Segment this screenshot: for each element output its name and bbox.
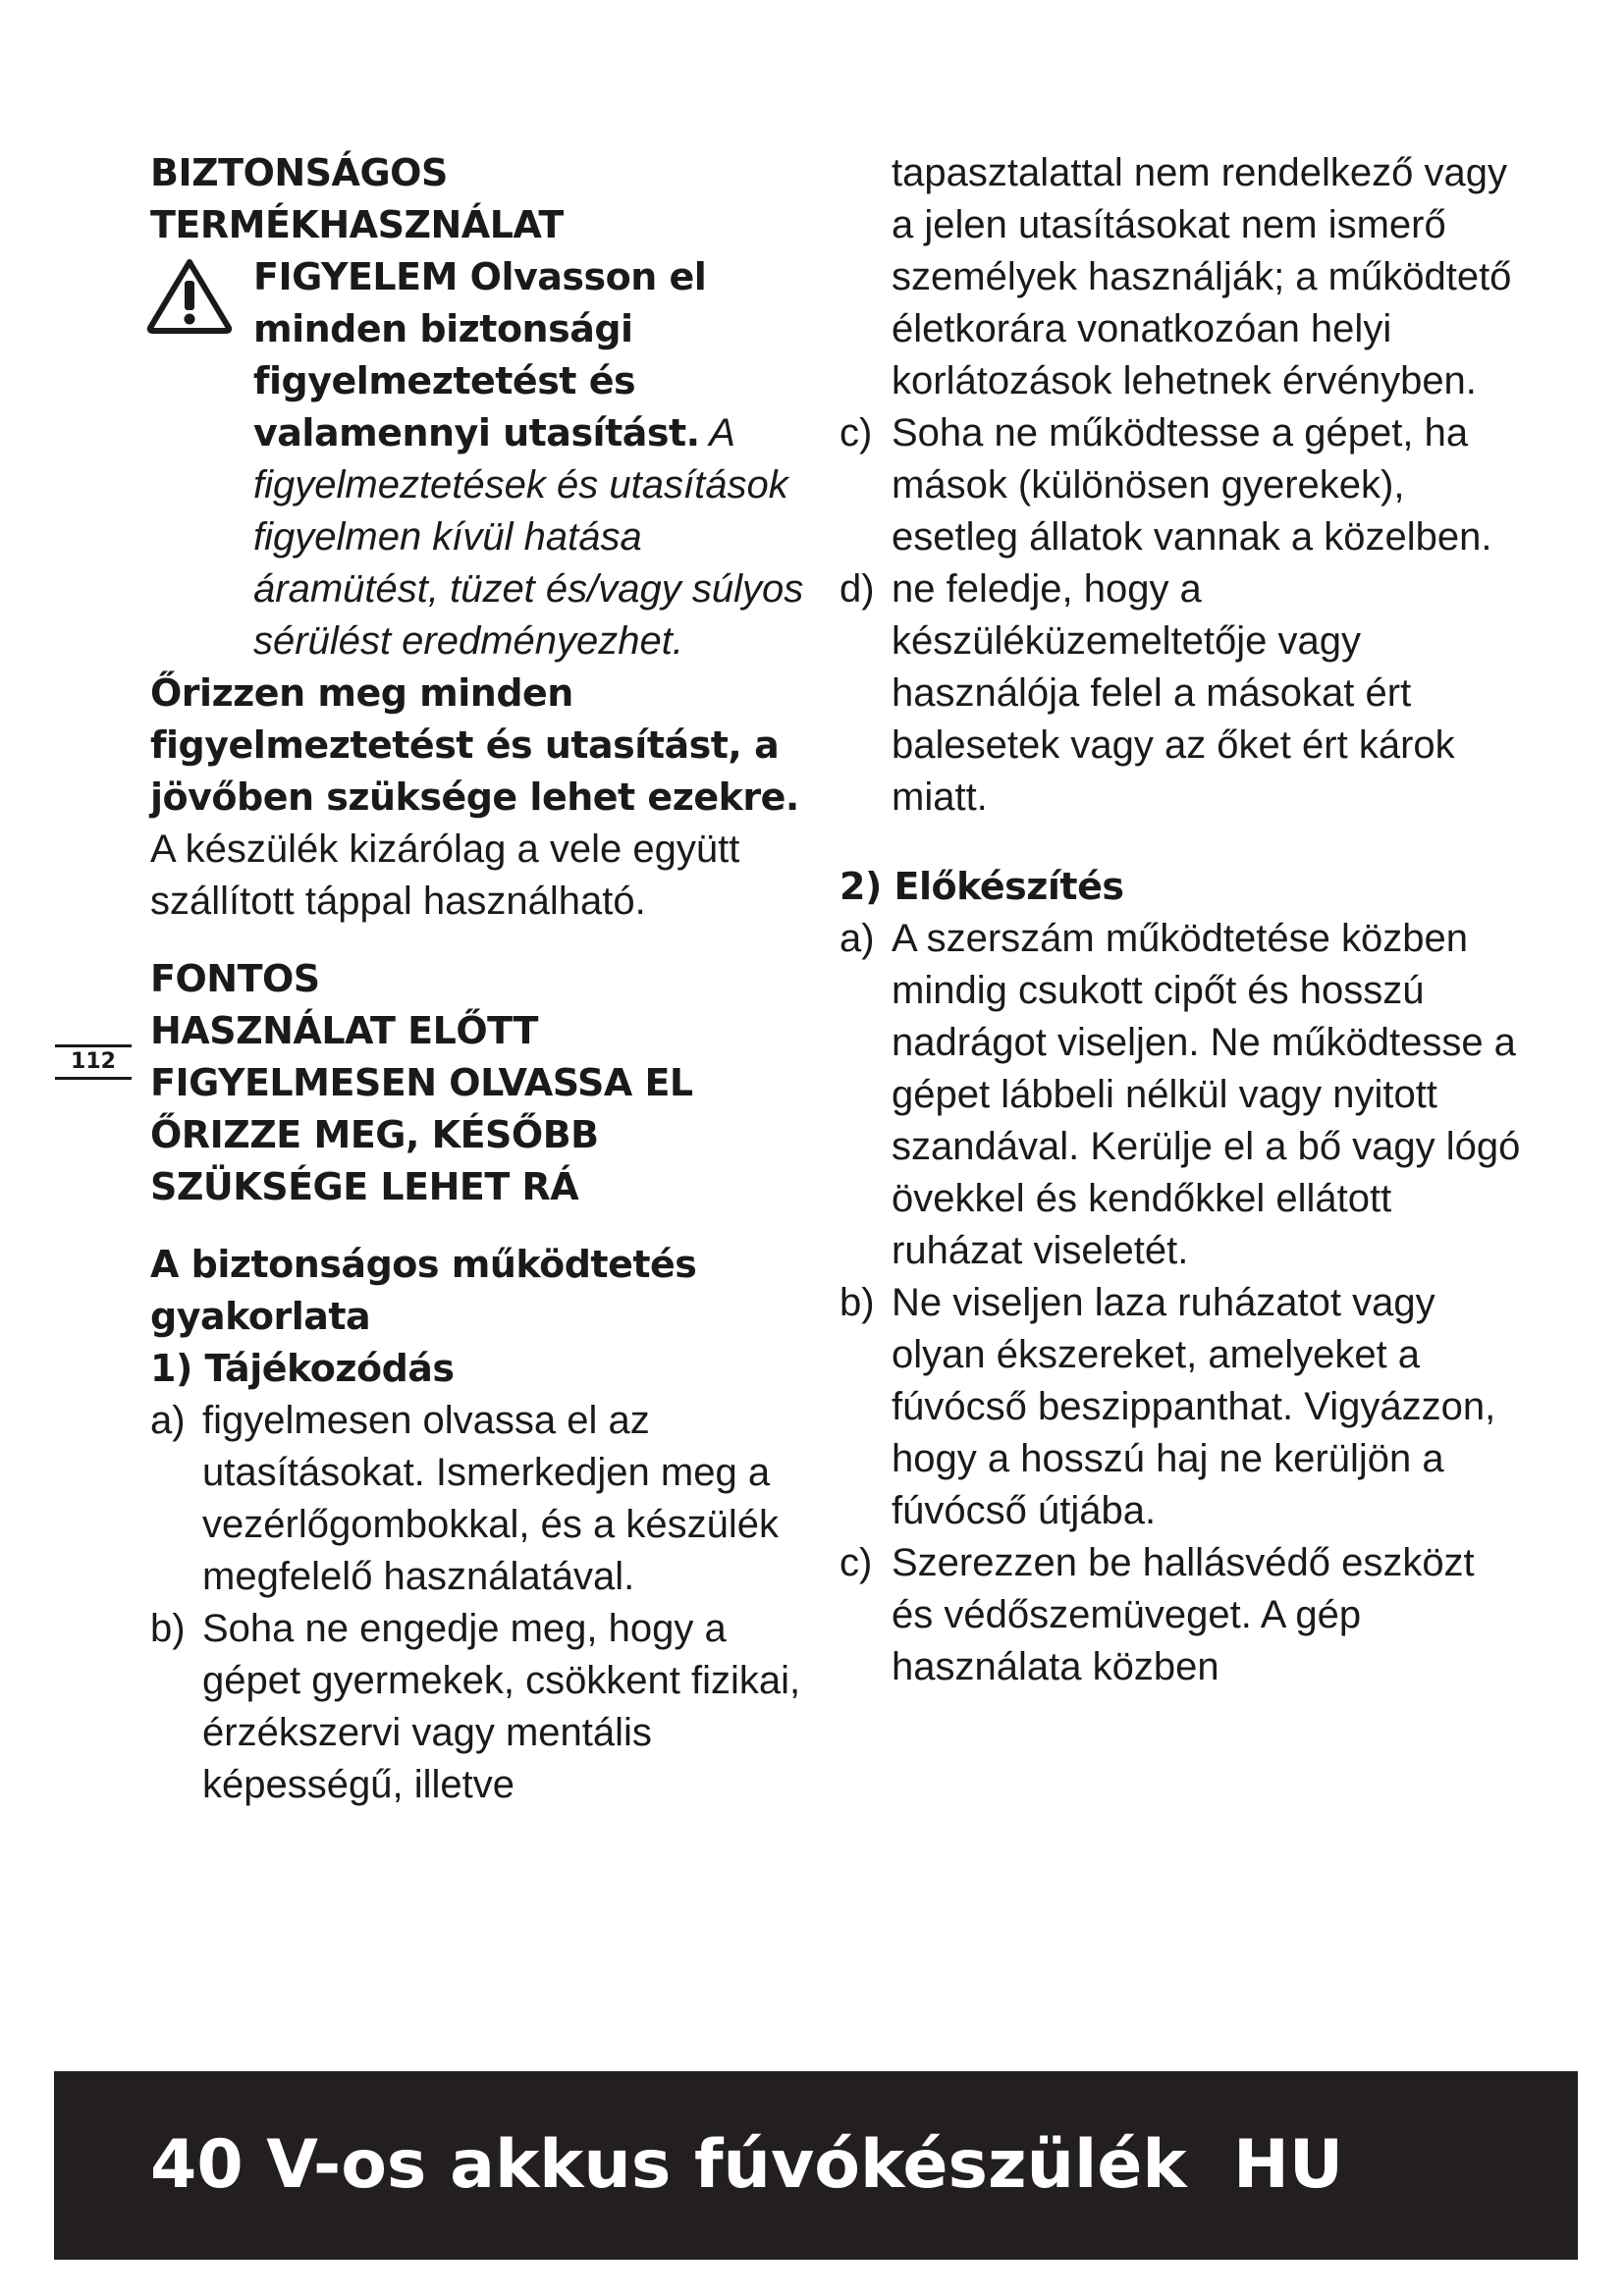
list-item bbox=[839, 1277, 1527, 1537]
warning-triangle-icon bbox=[146, 257, 233, 334]
list-marker: a) bbox=[150, 1399, 186, 1442]
important-line2: HASZNÁLAT ELŐTT bbox=[150, 1009, 538, 1052]
list-item bbox=[150, 1603, 818, 1811]
safety-heading-line2: TERMÉKHASZNÁLAT bbox=[150, 203, 564, 246]
list-text: Soha ne működtesse a gépet, ha mások (különösen gyerekek), esetleg állatok vannak a közelben. bbox=[892, 411, 1492, 559]
list-marker: c) bbox=[839, 411, 873, 454]
section1-title: 1) Tájékozódás bbox=[150, 1347, 455, 1390]
footer-bar bbox=[54, 2071, 1578, 2260]
important-line5: SZÜKSÉGE LEHET RÁ bbox=[150, 1165, 579, 1208]
list-marker: b) bbox=[839, 1281, 875, 1324]
list-text: A szerszám működtetése közben mindig csukott cipőt és hosszú nadrágot viseljen. Ne működtesse a gépet lábbeli nélkül vagy nyitott szandával. Kerülje el a bő vagy lógó övekkel és kendőkkel ellátott ruházat viseletét. bbox=[892, 917, 1521, 1272]
list-item bbox=[839, 407, 1527, 563]
list-marker: c) bbox=[839, 1541, 873, 1584]
page-number-marker bbox=[55, 1044, 132, 1080]
list-text: Soha ne engedje meg, hogy a gépet gyermekek, csökkent fizikai, érzékszervi vagy mentális képességű, illetve bbox=[202, 1607, 801, 1806]
important-line3: FIGYELMESEN OLVASSA EL bbox=[150, 1061, 693, 1104]
power-supply-notice: A készülék kizárólag a vele együtt szállított táppal használható. bbox=[150, 828, 740, 923]
list-marker: b) bbox=[150, 1607, 186, 1650]
list-marker: a) bbox=[839, 917, 875, 960]
list-text: figyelmesen olvassa el az utasításokat. Ismerkedjen meg a vezérlőgombokkal, és a készülék megfelelő használatával. bbox=[202, 1399, 779, 1598]
list-marker: d) bbox=[839, 567, 875, 611]
practice-heading: A biztonságos működtetés gyakorlata bbox=[150, 1243, 697, 1338]
continuation-text: tapasztalattal nem rendelkező vagy a jelen utasításokat nem ismerő személyek használják; a működtető életkorára vonatkozóan helyi korlátozások lehetnek érvényben. bbox=[892, 151, 1512, 402]
list-item bbox=[839, 1537, 1527, 1693]
warning-italic-text: A figyelmeztetések és utasítások figyelmen kívül hatása áramütést, tüzet és/vagy súlyos sérülést eredményezhet. bbox=[253, 411, 804, 663]
footer-title: 40 V-os akkus fúvókészülék HU bbox=[150, 2126, 1344, 2204]
list-text: Szerezzen be hallásvédő eszközt és védőszemüveget. A gép használata közben bbox=[892, 1541, 1475, 1688]
warning-text bbox=[150, 251, 818, 667]
list-item bbox=[150, 1395, 818, 1603]
warning-block bbox=[150, 251, 818, 667]
list-item-continuation bbox=[839, 147, 1527, 407]
right-column bbox=[839, 147, 1527, 1693]
page-number: 112 bbox=[71, 1049, 116, 1074]
list-text: Ne viseljen laza ruházatot vagy olyan ékszereket, amelyeket a fúvócső beszippanthat. Vigyázzon, hogy a hosszú haj ne kerüljön a fúvócső útjába. bbox=[892, 1281, 1496, 1532]
section2-title: 2) Előkészítés bbox=[839, 865, 1124, 908]
list-item bbox=[839, 913, 1527, 1277]
warning-bold-text: FIGYELEM Olvasson el minden biztonsági figyelmeztetést és valamennyi utasítást. bbox=[253, 255, 707, 454]
safety-heading-line1: BIZTONSÁGOS bbox=[150, 151, 448, 194]
list-item bbox=[839, 563, 1527, 824]
important-line4: ŐRIZZE MEG, KÉSŐBB bbox=[150, 1113, 599, 1156]
keep-instructions-notice: Őrizzen meg minden figyelmeztetést és utasítást, a jövőben szüksége lehet ezekre. bbox=[150, 671, 799, 819]
left-column bbox=[150, 147, 818, 1811]
list-text: ne feledje, hogy a készüléküzemeltetője vagy használója felel a másokat ért balesetek vagy az őket ért károk miatt. bbox=[892, 567, 1455, 819]
important-line1: FONTOS bbox=[150, 957, 320, 1000]
page-number-rule-bottom bbox=[55, 1077, 132, 1080]
